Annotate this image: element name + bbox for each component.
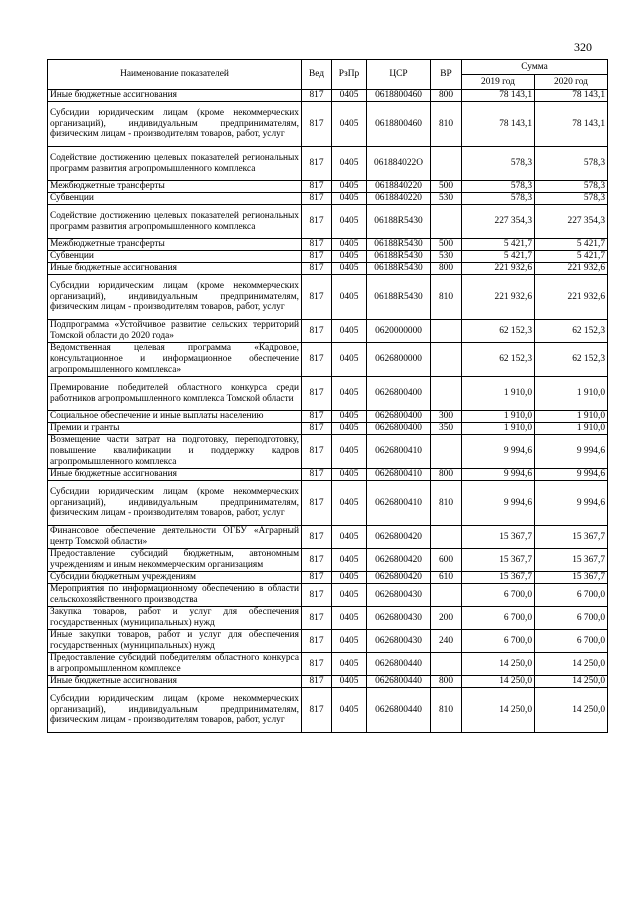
row-sum-2020: 578,3 bbox=[535, 147, 608, 181]
row-ved: 817 bbox=[302, 607, 332, 630]
row-vr: 800 bbox=[431, 469, 462, 481]
row-csr: 0618840220 bbox=[367, 193, 431, 205]
row-ved: 817 bbox=[302, 688, 332, 733]
row-ved: 817 bbox=[302, 549, 332, 572]
row-csr: 0626800430 bbox=[367, 584, 431, 607]
row-sum-2020: 578,3 bbox=[535, 181, 608, 193]
header-rzpr: РзПр bbox=[332, 60, 367, 90]
row-sum-2019: 1 910,0 bbox=[462, 423, 535, 435]
row-sum-2020: 5 421,7 bbox=[535, 251, 608, 263]
row-sum-2020: 15 367,7 bbox=[535, 549, 608, 572]
row-ved: 817 bbox=[302, 469, 332, 481]
row-name: Субсидии юридическим лицам (кроме некоммерческих организаций), индивидуальным предпринимателям, физическим лицам - производителям товаров, работ, услуг bbox=[48, 481, 302, 526]
row-name: Иные бюджетные ассигнования bbox=[48, 90, 302, 102]
row-vr bbox=[431, 526, 462, 549]
row-vr: 810 bbox=[431, 102, 462, 147]
table-row bbox=[48, 607, 608, 630]
row-sum-2020: 9 994,6 bbox=[535, 435, 608, 469]
row-name: Социальное обеспечение и иные выплаты населению bbox=[48, 411, 302, 423]
table-row bbox=[48, 469, 608, 481]
row-ved: 817 bbox=[302, 102, 332, 147]
row-ved: 817 bbox=[302, 435, 332, 469]
row-sum-2020: 1 910,0 bbox=[535, 411, 608, 423]
table-row bbox=[48, 193, 608, 205]
row-rzpr: 0405 bbox=[332, 102, 367, 147]
header-name: Наименование показателей bbox=[48, 60, 302, 90]
row-ved: 817 bbox=[302, 239, 332, 251]
row-csr: 0620000000 bbox=[367, 320, 431, 343]
row-sum-2019: 6 700,0 bbox=[462, 584, 535, 607]
table-body bbox=[48, 90, 608, 733]
page-number: 320 bbox=[574, 40, 592, 54]
row-vr: 600 bbox=[431, 549, 462, 572]
row-rzpr: 0405 bbox=[332, 435, 367, 469]
row-sum-2019: 14 250,0 bbox=[462, 676, 535, 688]
table-row bbox=[48, 239, 608, 251]
row-sum-2019: 62 152,3 bbox=[462, 320, 535, 343]
row-sum-2019: 14 250,0 bbox=[462, 688, 535, 733]
row-rzpr: 0405 bbox=[332, 90, 367, 102]
row-rzpr: 0405 bbox=[332, 549, 367, 572]
row-vr: 300 bbox=[431, 411, 462, 423]
table-row bbox=[48, 572, 608, 584]
row-sum-2020: 1 910,0 bbox=[535, 423, 608, 435]
row-rzpr: 0405 bbox=[332, 275, 367, 320]
table-row bbox=[48, 584, 608, 607]
row-ved: 817 bbox=[302, 205, 332, 239]
row-name: Иные бюджетные ассигнования bbox=[48, 676, 302, 688]
row-vr bbox=[431, 435, 462, 469]
row-name: Предоставление субсидий бюджетным, автономным учреждениям и иным некоммерческим организациям bbox=[48, 549, 302, 572]
table-row bbox=[48, 549, 608, 572]
row-vr bbox=[431, 584, 462, 607]
row-rzpr: 0405 bbox=[332, 469, 367, 481]
row-ved: 817 bbox=[302, 377, 332, 411]
row-csr: 06188R5430 bbox=[367, 275, 431, 320]
row-rzpr: 0405 bbox=[332, 423, 367, 435]
row-csr: 0626800430 bbox=[367, 630, 431, 653]
row-name: Межбюджетные трансферты bbox=[48, 181, 302, 193]
row-vr: 500 bbox=[431, 239, 462, 251]
table-row bbox=[48, 653, 608, 676]
row-vr: 810 bbox=[431, 688, 462, 733]
row-sum-2019: 14 250,0 bbox=[462, 653, 535, 676]
header-2019: 2019 год bbox=[462, 75, 535, 90]
budget-table bbox=[47, 59, 608, 733]
row-vr bbox=[431, 147, 462, 181]
row-vr: 810 bbox=[431, 275, 462, 320]
table-row bbox=[48, 181, 608, 193]
row-vr bbox=[431, 653, 462, 676]
table-row bbox=[48, 377, 608, 411]
row-sum-2019: 9 994,6 bbox=[462, 469, 535, 481]
row-sum-2020: 9 994,6 bbox=[535, 481, 608, 526]
row-sum-2019: 9 994,6 bbox=[462, 481, 535, 526]
row-vr: 350 bbox=[431, 423, 462, 435]
row-sum-2020: 15 367,7 bbox=[535, 526, 608, 549]
row-rzpr: 0405 bbox=[332, 653, 367, 676]
row-ved: 817 bbox=[302, 572, 332, 584]
row-csr: 06188R5430 bbox=[367, 205, 431, 239]
row-csr: 0626800430 bbox=[367, 607, 431, 630]
row-sum-2020: 1 910,0 bbox=[535, 377, 608, 411]
row-rzpr: 0405 bbox=[332, 147, 367, 181]
row-name: Субсидии бюджетным учреждениям bbox=[48, 572, 302, 584]
row-vr bbox=[431, 320, 462, 343]
row-name: Иные бюджетные ассигнования bbox=[48, 263, 302, 275]
row-vr bbox=[431, 205, 462, 239]
table-header bbox=[48, 60, 608, 90]
row-name: Финансовое обеспечение деятельности ОГБУ «Аграрный центр Томской области» bbox=[48, 526, 302, 549]
row-rzpr: 0405 bbox=[332, 239, 367, 251]
row-ved: 817 bbox=[302, 411, 332, 423]
row-sum-2019: 15 367,7 bbox=[462, 526, 535, 549]
row-ved: 817 bbox=[302, 181, 332, 193]
row-name: Субсидии юридическим лицам (кроме некоммерческих организаций), индивидуальным предпринимателям, физическим лицам - производителям товаров, работ, услуг bbox=[48, 102, 302, 147]
row-sum-2020: 5 421,7 bbox=[535, 239, 608, 251]
row-csr: 061884022О bbox=[367, 147, 431, 181]
row-rzpr: 0405 bbox=[332, 377, 367, 411]
table-row bbox=[48, 102, 608, 147]
row-sum-2019: 1 910,0 bbox=[462, 411, 535, 423]
table-row bbox=[48, 423, 608, 435]
table-row bbox=[48, 526, 608, 549]
row-rzpr: 0405 bbox=[332, 584, 367, 607]
row-csr: 0626800410 bbox=[367, 481, 431, 526]
row-rzpr: 0405 bbox=[332, 676, 367, 688]
row-sum-2019: 5 421,7 bbox=[462, 239, 535, 251]
row-vr: 800 bbox=[431, 263, 462, 275]
table-row bbox=[48, 251, 608, 263]
row-rzpr: 0405 bbox=[332, 607, 367, 630]
row-vr: 810 bbox=[431, 481, 462, 526]
row-rzpr: 0405 bbox=[332, 343, 367, 377]
row-sum-2019: 6 700,0 bbox=[462, 630, 535, 653]
row-sum-2019: 578,3 bbox=[462, 181, 535, 193]
row-rzpr: 0405 bbox=[332, 411, 367, 423]
row-rzpr: 0405 bbox=[332, 320, 367, 343]
table-row bbox=[48, 411, 608, 423]
row-ved: 817 bbox=[302, 251, 332, 263]
row-ved: 817 bbox=[302, 320, 332, 343]
table-row bbox=[48, 435, 608, 469]
row-sum-2020: 9 994,6 bbox=[535, 469, 608, 481]
row-name: Иные закупки товаров, работ и услуг для обеспечения государственных (муниципальных) нужд bbox=[48, 630, 302, 653]
row-csr: 0626800420 bbox=[367, 526, 431, 549]
row-sum-2019: 1 910,0 bbox=[462, 377, 535, 411]
row-sum-2019: 15 367,7 bbox=[462, 549, 535, 572]
row-sum-2020: 14 250,0 bbox=[535, 688, 608, 733]
row-ved: 817 bbox=[302, 90, 332, 102]
row-csr: 0626800440 bbox=[367, 688, 431, 733]
row-vr: 200 bbox=[431, 607, 462, 630]
header-vr: ВР bbox=[431, 60, 462, 90]
row-rzpr: 0405 bbox=[332, 572, 367, 584]
row-csr: 0618840220 bbox=[367, 181, 431, 193]
row-csr: 0618800460 bbox=[367, 90, 431, 102]
row-ved: 817 bbox=[302, 343, 332, 377]
row-ved: 817 bbox=[302, 263, 332, 275]
table-row bbox=[48, 630, 608, 653]
row-sum-2019: 6 700,0 bbox=[462, 607, 535, 630]
row-sum-2019: 62 152,3 bbox=[462, 343, 535, 377]
row-sum-2020: 227 354,3 bbox=[535, 205, 608, 239]
row-sum-2019: 227 354,3 bbox=[462, 205, 535, 239]
row-sum-2020: 14 250,0 bbox=[535, 653, 608, 676]
row-name: Премирование победителей областного конкурса среди работников агропромышленного комплекса Томской области bbox=[48, 377, 302, 411]
row-sum-2019: 221 932,6 bbox=[462, 275, 535, 320]
row-ved: 817 bbox=[302, 193, 332, 205]
row-sum-2020: 221 932,6 bbox=[535, 263, 608, 275]
table-row bbox=[48, 263, 608, 275]
row-name: Подпрограмма «Устойчивое развитие сельских территорий Томской области до 2020 года» bbox=[48, 320, 302, 343]
row-name: Субвенции bbox=[48, 193, 302, 205]
row-vr: 530 bbox=[431, 251, 462, 263]
row-csr: 06188R5430 bbox=[367, 251, 431, 263]
row-vr: 800 bbox=[431, 676, 462, 688]
table-row bbox=[48, 481, 608, 526]
row-ved: 817 bbox=[302, 481, 332, 526]
row-ved: 817 bbox=[302, 275, 332, 320]
row-name: Возмещение части затрат на подготовку, переподготовку, повышение квалификации и поддержку кадров агропромышленного комплекса bbox=[48, 435, 302, 469]
row-name: Ведомственная целевая программа «Кадровое, консультационное и информационное обеспечение агропромышленного комплекса» bbox=[48, 343, 302, 377]
row-sum-2019: 9 994,6 bbox=[462, 435, 535, 469]
row-csr: 0626800410 bbox=[367, 435, 431, 469]
row-name: Субсидии юридическим лицам (кроме некоммерческих организаций), индивидуальным предпринимателям, физическим лицам - производителям товаров, работ, услуг bbox=[48, 275, 302, 320]
row-csr: 0626800420 bbox=[367, 549, 431, 572]
row-sum-2020: 578,3 bbox=[535, 193, 608, 205]
row-csr: 0626800000 bbox=[367, 343, 431, 377]
header-sum: Сумма bbox=[462, 60, 608, 75]
row-name: Содействие достижению целевых показателей региональных программ развития агропромышленного комплекса bbox=[48, 147, 302, 181]
row-sum-2019: 78 143,1 bbox=[462, 90, 535, 102]
row-ved: 817 bbox=[302, 584, 332, 607]
row-ved: 817 bbox=[302, 653, 332, 676]
row-sum-2019: 78 143,1 bbox=[462, 102, 535, 147]
table-row bbox=[48, 147, 608, 181]
row-sum-2019: 221 932,6 bbox=[462, 263, 535, 275]
row-csr: 0626800410 bbox=[367, 469, 431, 481]
row-sum-2020: 78 143,1 bbox=[535, 90, 608, 102]
row-sum-2020: 6 700,0 bbox=[535, 607, 608, 630]
row-name: Межбюджетные трансферты bbox=[48, 239, 302, 251]
row-name: Премии и гранты bbox=[48, 423, 302, 435]
row-sum-2019: 15 367,7 bbox=[462, 572, 535, 584]
table-row bbox=[48, 275, 608, 320]
row-vr: 530 bbox=[431, 193, 462, 205]
row-csr: 06188R5430 bbox=[367, 239, 431, 251]
row-sum-2020: 62 152,3 bbox=[535, 343, 608, 377]
row-rzpr: 0405 bbox=[332, 193, 367, 205]
row-name: Иные бюджетные ассигнования bbox=[48, 469, 302, 481]
row-sum-2020: 6 700,0 bbox=[535, 630, 608, 653]
row-name: Субвенции bbox=[48, 251, 302, 263]
row-csr: 0626800400 bbox=[367, 411, 431, 423]
header-csr: ЦСР bbox=[367, 60, 431, 90]
header-ved: Вед bbox=[302, 60, 332, 90]
row-sum-2020: 62 152,3 bbox=[535, 320, 608, 343]
row-vr bbox=[431, 377, 462, 411]
row-sum-2019: 578,3 bbox=[462, 193, 535, 205]
table-row bbox=[48, 343, 608, 377]
table-row bbox=[48, 90, 608, 102]
row-csr: 0626800440 bbox=[367, 676, 431, 688]
row-rzpr: 0405 bbox=[332, 481, 367, 526]
row-name: Закупка товаров, работ и услуг для обеспечения государственных (муниципальных) нужд bbox=[48, 607, 302, 630]
row-name: Предоставление субсидий победителям областного конкурса в агропромышленном комплексе bbox=[48, 653, 302, 676]
row-ved: 817 bbox=[302, 526, 332, 549]
row-csr: 06188R5430 bbox=[367, 263, 431, 275]
table-row bbox=[48, 320, 608, 343]
row-csr: 0626800400 bbox=[367, 423, 431, 435]
row-vr: 500 bbox=[431, 181, 462, 193]
row-sum-2020: 14 250,0 bbox=[535, 676, 608, 688]
row-rzpr: 0405 bbox=[332, 251, 367, 263]
row-rzpr: 0405 bbox=[332, 630, 367, 653]
table-row bbox=[48, 205, 608, 239]
row-rzpr: 0405 bbox=[332, 688, 367, 733]
row-csr: 0626800440 bbox=[367, 653, 431, 676]
row-ved: 817 bbox=[302, 676, 332, 688]
row-rzpr: 0405 bbox=[332, 205, 367, 239]
header-2020: 2020 год bbox=[535, 75, 608, 90]
row-name: Мероприятия по информационному обеспечению в области сельскохозяйственного производства bbox=[48, 584, 302, 607]
row-rzpr: 0405 bbox=[332, 181, 367, 193]
row-csr: 0626800420 bbox=[367, 572, 431, 584]
row-sum-2019: 578,3 bbox=[462, 147, 535, 181]
row-csr: 0626800400 bbox=[367, 377, 431, 411]
row-sum-2020: 78 143,1 bbox=[535, 102, 608, 147]
row-sum-2020: 221 932,6 bbox=[535, 275, 608, 320]
row-vr: 610 bbox=[431, 572, 462, 584]
row-name: Содействие достижению целевых показателей региональных программ развития агропромышленного комплекса bbox=[48, 205, 302, 239]
row-vr bbox=[431, 343, 462, 377]
row-name: Субсидии юридическим лицам (кроме некоммерческих организаций), индивидуальным предпринимателям, физическим лицам - производителям товаров, работ, услуг bbox=[48, 688, 302, 733]
table-row bbox=[48, 688, 608, 733]
table-row bbox=[48, 676, 608, 688]
row-rzpr: 0405 bbox=[332, 263, 367, 275]
row-rzpr: 0405 bbox=[332, 526, 367, 549]
row-csr: 0618800460 bbox=[367, 102, 431, 147]
row-ved: 817 bbox=[302, 630, 332, 653]
row-vr: 800 bbox=[431, 90, 462, 102]
row-sum-2019: 5 421,7 bbox=[462, 251, 535, 263]
row-sum-2020: 6 700,0 bbox=[535, 584, 608, 607]
row-vr: 240 bbox=[431, 630, 462, 653]
row-ved: 817 bbox=[302, 423, 332, 435]
row-sum-2020: 15 367,7 bbox=[535, 572, 608, 584]
row-ved: 817 bbox=[302, 147, 332, 181]
